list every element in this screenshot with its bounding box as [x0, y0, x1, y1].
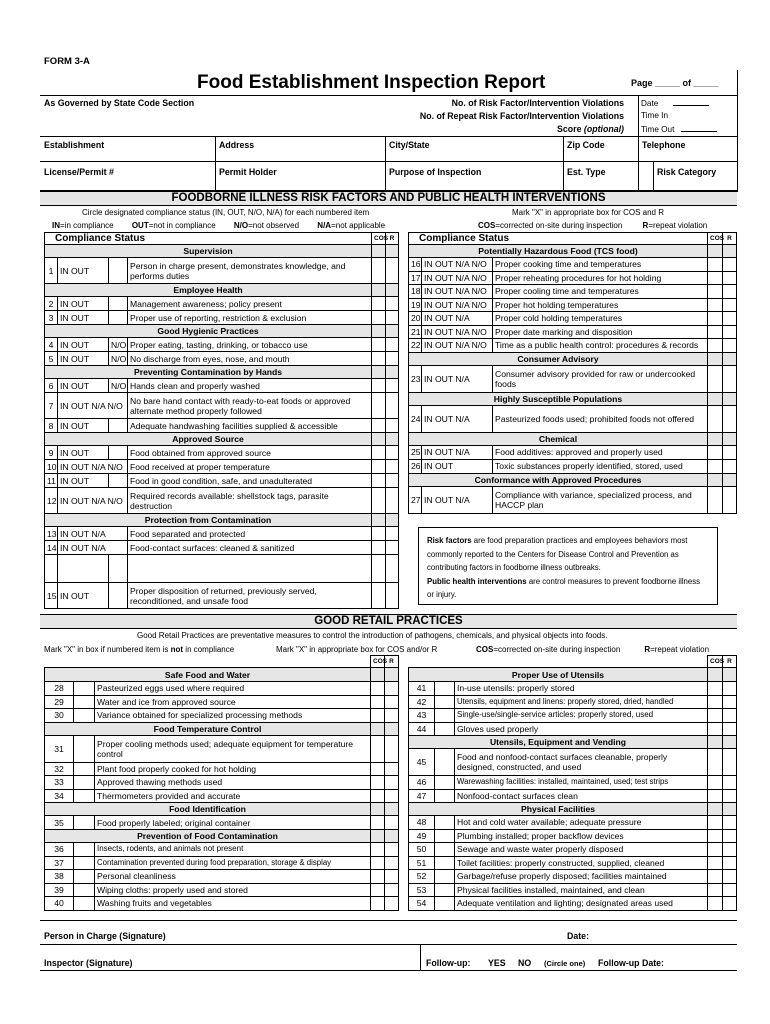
grp-item-44: 44 Gloves used properly [409, 722, 737, 736]
check-box[interactable] [435, 829, 455, 843]
cos-box[interactable] [371, 883, 385, 897]
cos-box[interactable] [708, 856, 723, 870]
cos-box[interactable] [371, 682, 385, 696]
r-box[interactable] [386, 474, 399, 488]
check-box[interactable] [74, 682, 95, 696]
fbi-item-16: 16 IN OUT N/A N/O Proper cooking time and temperatures [409, 258, 737, 272]
cos-box[interactable] [708, 365, 723, 392]
r-box[interactable] [386, 541, 399, 555]
r-box[interactable] [386, 297, 399, 311]
r-box[interactable] [723, 271, 737, 285]
grp-item-46: 46 Warewashing facilities: installed, maintained, used; test strips [409, 776, 737, 790]
r-box[interactable] [385, 695, 399, 709]
address-field[interactable]: Address [219, 140, 255, 150]
r-box[interactable] [385, 870, 399, 884]
section-equipment-vending: Utensils, Equipment and Vending [409, 736, 708, 749]
section-approved-source: Approved Source [45, 433, 372, 446]
check-box[interactable] [74, 883, 95, 897]
r-box[interactable] [386, 583, 399, 609]
grp-item-45: 45 Food and nonfood-contact surfaces cleanable, properly designed, constructed, and used [409, 749, 737, 776]
r-box[interactable] [385, 883, 399, 897]
fbi-item-26: 26 IN OUT Toxic substances properly identified, stored, used [409, 459, 737, 473]
cos-box[interactable] [708, 285, 723, 299]
r-box[interactable] [386, 352, 399, 366]
cos-box[interactable] [708, 325, 723, 339]
check-box[interactable] [74, 843, 95, 857]
follow-up-date-field[interactable]: Follow-up Date: [598, 958, 664, 968]
r-box[interactable] [723, 722, 737, 736]
cos-box[interactable] [708, 271, 723, 285]
cos-box[interactable] [372, 488, 386, 514]
check-box[interactable] [435, 843, 455, 857]
grp-item-32: 32 Plant food properly cooked for hot holding [45, 762, 399, 776]
fbi-item-3: 3 IN OUT Proper use of reporting, restriction & exclusion [45, 311, 399, 325]
r-box[interactable] [723, 883, 737, 897]
cos-box[interactable] [372, 258, 386, 284]
r-box[interactable] [723, 709, 737, 723]
grp-item-48: 48 Hot and cold water available; adequate pressure [409, 816, 737, 830]
grp-item-30: 30 Variance obtained for specialized processing methods [45, 709, 399, 723]
cos-box[interactable] [372, 352, 386, 366]
cos-box[interactable] [372, 446, 386, 460]
r-box[interactable] [723, 789, 737, 803]
cos-box[interactable] [372, 338, 386, 352]
grp-cos-instruction: Mark "X" in appropriate box for COS and/or R [276, 645, 438, 654]
r-box[interactable] [723, 816, 737, 830]
grp-item-51: 51 Toilet facilities: properly constructed, supplied, cleaned [409, 856, 737, 870]
check-box[interactable] [435, 682, 455, 696]
r-box[interactable] [723, 339, 737, 353]
cos-box[interactable] [372, 419, 386, 433]
score-label: Score (optional) [557, 124, 624, 134]
r-box[interactable] [385, 682, 399, 696]
r-box[interactable] [723, 258, 737, 272]
cos-box[interactable] [372, 311, 386, 325]
grp-item-41: 41 In-use utensils: properly stored [409, 682, 737, 696]
cos-box[interactable] [708, 843, 723, 857]
r-box[interactable] [386, 527, 399, 541]
risk-violations-label: No. of Risk Factor/Intervention Violations [451, 98, 624, 108]
r-box[interactable] [723, 829, 737, 843]
cos-box[interactable] [708, 829, 723, 843]
check-box[interactable] [74, 816, 95, 830]
section-hsp: Highly Susceptible Populations [409, 392, 708, 405]
cos-box[interactable] [708, 776, 723, 790]
form-id: FORM 3-A [44, 56, 90, 67]
grp-item-38: 38 Personal cleanliness [45, 870, 399, 884]
grp-item-42: 42 Utensils, equipment and linens: properly stored, dried, handled [409, 695, 737, 709]
r-box[interactable] [386, 258, 399, 284]
cos-box[interactable] [708, 486, 723, 513]
check-box[interactable] [74, 789, 95, 803]
grp-item-34: 34 Thermometers provided and accurate [45, 789, 399, 803]
r-box[interactable] [385, 816, 399, 830]
fbi-item-20: 20 IN OUT N/A Proper cold holding temperatures [409, 312, 737, 326]
r-box[interactable] [385, 843, 399, 857]
cos-box[interactable] [708, 749, 723, 776]
r-box[interactable] [386, 488, 399, 514]
fbi-blank-row [45, 555, 399, 583]
cos-box[interactable] [372, 393, 386, 419]
grp-item-52: 52 Garbage/refuse properly disposed; facilities maintained [409, 870, 737, 884]
section-temp-control: Food Temperature Control [45, 722, 371, 735]
governed-by-label: As Governed by State Code Section [44, 98, 195, 108]
compliance-status-header: Compliance Status [409, 233, 708, 245]
section-good-hygienic: Good Hygienic Practices [45, 325, 372, 338]
check-box[interactable] [74, 856, 95, 870]
grp-item-39: 39 Wiping cloths: properly used and stored [45, 883, 399, 897]
date-field[interactable]: Date [641, 98, 709, 108]
r-box[interactable] [723, 695, 737, 709]
r-box[interactable] [723, 365, 737, 392]
section-food-ident: Food Identification [45, 803, 371, 816]
section-protection: Protection from Contamination [45, 514, 372, 527]
fbi-item-25: 25 IN OUT N/A Food additives: approved and properly used [409, 445, 737, 459]
check-box[interactable] [435, 816, 455, 830]
cos-box[interactable] [372, 297, 386, 311]
compliance-status-header: Compliance Status [45, 233, 372, 245]
fbi-item-23: 23 IN OUT N/A Consumer advisory provided for raw or undercooked foods [409, 365, 737, 392]
grp-item-49: 49 Plumbing installed; proper backflow devices [409, 829, 737, 843]
fbi-item-5: 5 IN OUT N/O No discharge from eyes, nose, and mouth [45, 352, 399, 366]
zip-code-field[interactable]: Zip Code [567, 140, 605, 150]
cos-box[interactable] [708, 789, 723, 803]
report-title: Food Establishment Inspection Report [197, 72, 546, 93]
section-prevention-contamination: Prevention of Food Contamination [45, 830, 371, 843]
cos-box[interactable] [372, 583, 386, 609]
check-box[interactable] [435, 709, 455, 723]
cos-box[interactable] [708, 258, 723, 272]
grp-item-28: 28 Pasteurized eggs used where required [45, 682, 399, 696]
fbi-item-17: 17 IN OUT N/A N/O Proper reheating procedures for hot holding [409, 271, 737, 285]
grp-item-47: 47 Nonfood-contact surfaces clean [409, 789, 737, 803]
r-box[interactable] [723, 298, 737, 312]
section-physical-facilities: Physical Facilities [409, 803, 708, 816]
cos-box[interactable] [371, 735, 385, 762]
cos-box[interactable] [371, 897, 385, 911]
fbi-item-11: 11 IN OUT Food in good condition, safe, and unadulterated [45, 474, 399, 488]
check-box[interactable] [74, 709, 95, 723]
r-box[interactable] [386, 379, 399, 393]
r-box[interactable] [723, 312, 737, 326]
cos-box[interactable] [708, 709, 723, 723]
city-state-field[interactable]: City/State [389, 140, 430, 150]
grp-item-37: 37 Contamination prevented during food preparation, storage & display [45, 856, 399, 870]
date-signature-field[interactable]: Date: [567, 931, 589, 941]
grp-item-40: 40 Washing fruits and vegetables [45, 897, 399, 911]
inspector-signature[interactable]: Inspector (Signature) [44, 958, 133, 968]
grp-item-33: 33 Approved thawing methods used [45, 776, 399, 790]
cos-box[interactable] [372, 474, 386, 488]
r-box[interactable] [385, 709, 399, 723]
time-out-field[interactable]: Time Out [641, 124, 717, 134]
r-box[interactable] [723, 682, 737, 696]
grp-intro: Good Retail Practices are preventative measures to control the introduction of pathogens, chemicals, and physical objects into foods. [137, 631, 608, 640]
check-box[interactable] [74, 695, 95, 709]
follow-up-yes[interactable]: YES [488, 958, 506, 968]
cos-box[interactable] [372, 460, 386, 474]
check-box[interactable] [435, 856, 455, 870]
fbi-item-15: 15 IN OUT Proper disposition of returned, previously served, reconditioned, and unsafe food [45, 583, 399, 609]
r-box[interactable] [723, 285, 737, 299]
r-box[interactable] [723, 749, 737, 776]
check-box[interactable] [435, 695, 455, 709]
cos-box[interactable] [708, 339, 723, 353]
grp-item-29: 29 Water and ice from approved source [45, 695, 399, 709]
fbi-item-18: 18 IN OUT N/A N/O Proper cooling time and temperatures [409, 285, 737, 299]
cos-box[interactable] [708, 883, 723, 897]
cos-box[interactable] [708, 682, 723, 696]
person-in-charge-signature[interactable]: Person in Charge (Signature) [44, 931, 166, 941]
grp-item-50: 50 Sewage and waste water properly disposed [409, 843, 737, 857]
cos-box[interactable] [708, 298, 723, 312]
cos-box[interactable] [708, 312, 723, 326]
permit-holder-field[interactable]: Permit Holder [219, 167, 277, 177]
fbi-legend: IN=in compliance OUT=not in compliance N/O=not observed N/A=not applicable [52, 221, 386, 230]
check-box[interactable] [435, 883, 455, 897]
grp-item-43: 43 Single-use/single-service articles: properly stored, used [409, 709, 737, 723]
cos-box[interactable] [371, 816, 385, 830]
cos-box[interactable] [371, 870, 385, 884]
r-box[interactable] [723, 897, 737, 911]
grp-item-31: 31 Proper cooling methods used; adequate equipment for temperature control [45, 735, 399, 762]
section-proper-utensils: Proper Use of Utensils [409, 668, 708, 682]
fbi-item-12: 12 IN OUT N/A N/O Required records available: shellstock tags, parasite destruction [45, 488, 399, 514]
section-conformance: Conformance with Approved Procedures [409, 473, 708, 486]
check-box[interactable] [74, 735, 95, 762]
cos-box[interactable] [371, 856, 385, 870]
section-phf: Potentially Hazardous Food (TCS food) [409, 245, 708, 258]
section-preventing-hands: Preventing Contamination by Hands [45, 366, 372, 379]
r-box[interactable] [385, 762, 399, 776]
status-options[interactable]: IN OUT [58, 258, 109, 284]
grp-mark-instruction: Mark "X" in box if numbered item is not in compliance [44, 645, 235, 654]
risk-category-field[interactable]: Risk Category [657, 167, 717, 177]
fbi-item-8: 8 IN OUT Adequate handwashing facilities supplied & accessible [45, 419, 399, 433]
r-box[interactable] [386, 393, 399, 419]
fbi-item-24: 24 IN OUT N/A Pasteurized foods used; prohibited foods not offered [409, 405, 737, 432]
est-type-field[interactable]: Est. Type [567, 167, 606, 177]
r-box[interactable] [385, 735, 399, 762]
grp-item-54: 54 Adequate ventilation and lighting; designated areas used [409, 897, 737, 911]
section-consumer-advisory: Consumer Advisory [409, 352, 708, 365]
r-box[interactable] [386, 446, 399, 460]
section-safe-food-water: Safe Food and Water [45, 668, 371, 682]
fbi-instruction-left: Circle designated compliance status (IN, OUT, N/O, N/A) for each numbered item [82, 208, 370, 217]
fbi-instruction-right: Mark "X" in appropriate box for COS and R [512, 208, 664, 217]
cos-box[interactable] [371, 776, 385, 790]
fbi-item-13: 13 IN OUT N/A Food separated and protected [45, 527, 399, 541]
fbi-item-14: 14 IN OUT N/A Food-contact surfaces: cleaned & sanitized [45, 541, 399, 555]
fbi-item-7: 7 IN OUT N/A N/O No bare hand contact with ready-to-eat foods or approved alternate method properly followed [45, 393, 399, 419]
check-box[interactable] [74, 870, 95, 884]
cos-box[interactable] [371, 762, 385, 776]
r-box[interactable] [723, 325, 737, 339]
check-box[interactable] [435, 722, 455, 736]
follow-up-label: Follow-up: [426, 958, 471, 968]
cos-box[interactable] [708, 897, 723, 911]
check-box[interactable] [435, 749, 455, 776]
section-supervision: Supervision [45, 245, 372, 258]
fbi-item-1: 1 IN OUT Person in charge present, demonstrates knowledge, and performs duties [45, 258, 399, 284]
cos-box[interactable] [372, 527, 386, 541]
r-box[interactable] [386, 419, 399, 433]
check-box[interactable] [435, 789, 455, 803]
check-box[interactable] [74, 762, 95, 776]
cos-box[interactable] [371, 843, 385, 857]
time-in-field[interactable]: Time In [641, 111, 668, 120]
fbi-item-6: 6 IN OUT N/O Hands clean and properly washed [45, 379, 399, 393]
purpose-field[interactable]: Purpose of Inspection [389, 167, 482, 177]
page-number-field[interactable]: Page _____ of _____ [631, 78, 719, 88]
check-box[interactable] [74, 897, 95, 911]
grp-left-table: COS R Safe Food and Water 28 Pasteurized eggs used where required 29 Water and ice from approved source 30 Variance obtained for specialized processing methods Food Temperature Control 31 Proper cooling methods used; adequate equipment for temperature control 32 Plant food properly cooked for hot holding 33 Approved thawing methods used 34 Thermometers provided and accurate Food Identification 35 Food properly labeled; original container Prevention of Food Contamination 36 Insects, rodents, and animals not present 37 Contamination prevented during food preparation, storage & display 38 Personal cleanliness 39 Wiping cloths: properly used and stored 40 Washing fruits and vegetables [44, 655, 399, 911]
fbi-item-19: 19 IN OUT N/A N/O Proper hot holding temperatures [409, 298, 737, 312]
fbi-item-22: 22 IN OUT N/A N/O Time as a public health control: procedures & records [409, 339, 737, 353]
r-box[interactable] [723, 870, 737, 884]
cos-box[interactable] [708, 722, 723, 736]
fbi-legend-cos: COS=corrected on-site during inspection R=repeat violation [478, 221, 708, 230]
r-box[interactable] [386, 338, 399, 352]
cos-box[interactable] [708, 445, 723, 459]
r-box[interactable] [723, 843, 737, 857]
circle-one-note: (Circle one) [544, 959, 586, 968]
cos-box[interactable] [708, 405, 723, 432]
fbi-item-9: 9 IN OUT Food obtained from approved source [45, 446, 399, 460]
cos-box[interactable] [371, 709, 385, 723]
grp-section-title: GOOD RETAIL PRACTICES [40, 614, 737, 629]
cos-box[interactable] [371, 789, 385, 803]
cos-box[interactable] [372, 541, 386, 555]
r-box[interactable] [386, 311, 399, 325]
grp-item-53: 53 Physical facilities installed, maintained, and clean [409, 883, 737, 897]
repeat-violations-label: No. of Repeat Risk Factor/Intervention Violations [419, 111, 624, 121]
check-box[interactable] [435, 776, 455, 790]
establishment-field[interactable]: Establishment [44, 140, 105, 150]
grp-right-table: COS R Proper Use of Utensils 41 In-use utensils: properly stored 42 Utensils, equipment and linens: properly stored, dried, handled 43 Single-use/single-service articles: properly stored, used 44 Gloves used properly Utensils, Equipment and Vending 45 Food and nonfood-contact surfaces cleanable, properly designed, constructed, and used 46 Warewashing facilities: installed, maintained, used; test strips 47 Nonfood-contact surfaces clean Physical Facilities 48 Hot and cold water available; adequate pressure 49 Plumbing installed; proper backflow devices 50 Sewage and waste water properly disposed 51 Toilet facilities: properly constructed, supplied, cleaned 52 Garbage/refuse properly disposed; facilities maintained 53 Physical facilities installed, maintained, and clean 54 Adequate ventilation and lighting; designated areas used [408, 655, 737, 911]
r-box[interactable] [723, 459, 737, 473]
fbi-item-4: 4 IN OUT N/O Proper eating, tasting, drinking, or tobacco use [45, 338, 399, 352]
r-box[interactable] [723, 776, 737, 790]
r-box[interactable] [723, 445, 737, 459]
r-box[interactable] [723, 856, 737, 870]
check-box[interactable] [435, 897, 455, 911]
cos-box[interactable] [708, 870, 723, 884]
cos-box[interactable] [708, 459, 723, 473]
section-chemical: Chemical [409, 432, 708, 445]
fbi-section-title: FOODBORNE ILLNESS RISK FACTORS AND PUBLIC HEALTH INTERVENTIONS [40, 191, 737, 206]
risk-factor-note: Risk factors are food preparation practices and employees behaviors most commonly reported to the Centers for Disease Control and Prevention as contributing factors in foodborne illness outbreaks. Public health interventions are control measures to prevent foodborne illness or injury. [418, 527, 718, 605]
r-box[interactable] [385, 789, 399, 803]
cos-box[interactable] [371, 695, 385, 709]
r-box[interactable] [723, 486, 737, 513]
telephone-field[interactable]: Telephone [642, 140, 686, 150]
grp-item-35: 35 Food properly labeled; original container [45, 816, 399, 830]
cos-box[interactable] [708, 816, 723, 830]
fbi-item-2: 2 IN OUT Management awareness; policy present [45, 297, 399, 311]
r-box[interactable] [385, 897, 399, 911]
fbi-item-21: 21 IN OUT N/A N/O Proper date marking and disposition [409, 325, 737, 339]
r-box[interactable] [385, 776, 399, 790]
grp-item-36: 36 Insects, rodents, and animals not present [45, 843, 399, 857]
check-box[interactable] [435, 870, 455, 884]
r-box[interactable] [723, 405, 737, 432]
follow-up-no[interactable]: NO [518, 958, 532, 968]
fbi-left-table: Compliance Status COS R Supervision 1 IN OUT Person in charge present, demonstrates knowledge, and performs duties Employee Health 2 IN OUT Management awareness; policy present 3 IN OUT Proper use of reporting, restriction & exclusion Good Hygienic Practices 4 IN OUT N/O Proper eating, tasting, drinking, or tobacco use 5 IN OUT N/O No discharge from eyes, nose, and mouth Preventing Contamination by Hands 6 IN OUT N/O Hands clean and properly washed 7 IN OUT N/A N/O No bare hand contact with ready-to-eat foods or approved alternate method properly followed 8 IN OUT Adequate handwashing facilities supplied & accessible Approved Source 9 IN OUT Food obtained from approved source 10 IN OUT N/A N/O Food received at proper temperature 11 IN OUT Food in good condition, safe, and unadulterated 12 IN OUT N/A N/O Required records available: shellstock tags, parasite destruction Protection from Contamination 13 IN OUT N/A Food separated and protected 14 IN OUT N/A Food-contact surfaces: cleaned & sanitized 15 IN OUT Proper disposition of returned, previously served, reconditioned, and unsafe food [44, 232, 399, 609]
section-employee-health: Employee Health [45, 284, 372, 297]
license-permit-field[interactable]: License/Permit # [44, 167, 114, 177]
fbi-item-27: 27 IN OUT N/A Compliance with variance, specialized process, and HACCP plan [409, 486, 737, 513]
fbi-right-table: Compliance Status COS R Potentially Hazardous Food (TCS food) 16 IN OUT N/A N/O Proper cooking time and temperatures 17 IN OUT N/A N/O Proper reheating procedures for hot holding 18 IN OUT N/A N/O Proper cooling time and temperatures 19 IN OUT N/A N/O Proper hot holding temperatures 20 IN OUT N/A Proper cold holding temperatures 21 IN OUT N/A N/O Proper date marking and disposition 22 IN OUT N/A N/O Time as a public health control: procedures & records Consumer Advisory 23 IN OUT N/A Consumer advisory provided for raw or undercooked foods Highly Susceptible Populations 24 IN OUT N/A Pasteurized foods used; prohibited foods not offered Chemical 25 IN OUT N/A Food additives: approved and properly used 26 IN OUT Toxic substances properly identified, stored, used Conformance with Approved Procedures 27 IN OUT N/A Compliance with variance, specialized process, and HACCP plan [408, 232, 737, 514]
cos-box[interactable] [708, 695, 723, 709]
r-box[interactable] [386, 460, 399, 474]
fbi-item-10: 10 IN OUT N/A N/O Food received at proper temperature [45, 460, 399, 474]
check-box[interactable] [74, 776, 95, 790]
r-box[interactable] [385, 856, 399, 870]
cos-box[interactable] [372, 379, 386, 393]
grp-legend: COS=corrected on-site during inspection R=repeat violation [476, 645, 710, 654]
